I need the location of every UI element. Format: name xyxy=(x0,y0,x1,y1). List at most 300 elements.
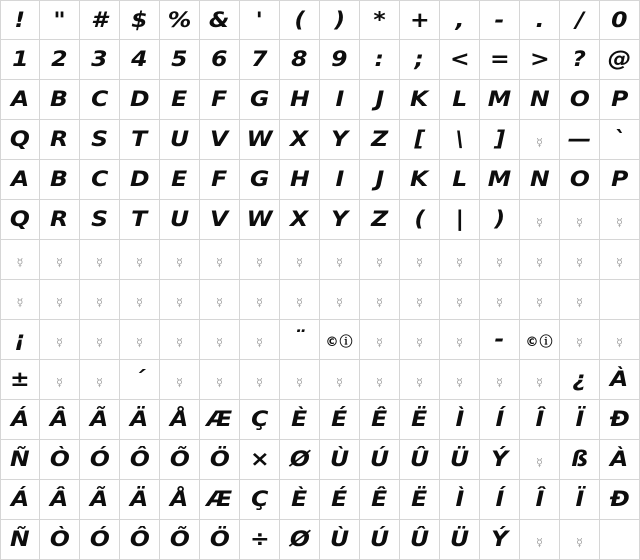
glyph-cell xyxy=(440,320,480,360)
glyph-cell xyxy=(400,240,440,280)
glyph-cell xyxy=(160,400,200,440)
glyph: Ó xyxy=(89,527,110,551)
glyph-cell xyxy=(0,480,40,520)
glyph: È xyxy=(291,487,308,511)
missing-glyph-icon: ☿ xyxy=(456,336,463,349)
missing-glyph-icon: ☿ xyxy=(456,376,463,389)
glyph-cell xyxy=(40,360,80,400)
glyph: Ë xyxy=(411,407,428,431)
glyph-cell xyxy=(0,360,40,400)
glyph: ß xyxy=(571,447,588,471)
glyph: # xyxy=(91,8,108,32)
missing-glyph-icon: ☿ xyxy=(296,376,303,389)
glyph-cell xyxy=(400,120,440,160)
glyph-cell xyxy=(200,80,240,120)
glyph-cell xyxy=(280,280,320,320)
glyph: Ý xyxy=(490,527,509,551)
glyph-cell xyxy=(0,80,40,120)
glyph-cell xyxy=(120,360,160,400)
glyph-cell xyxy=(240,200,280,240)
glyph-cell xyxy=(120,400,160,440)
glyph: R xyxy=(50,207,69,231)
missing-glyph-icon: ☿ xyxy=(536,456,543,469)
glyph-cell xyxy=(280,0,320,40)
glyph-cell xyxy=(440,360,480,400)
glyph: U xyxy=(169,127,190,151)
glyph: ` xyxy=(613,127,626,151)
glyph-cell xyxy=(240,480,280,520)
glyph: W xyxy=(246,127,273,151)
glyph: P xyxy=(610,167,629,191)
glyph-cell xyxy=(440,120,480,160)
glyph-cell xyxy=(80,480,120,520)
glyph: " xyxy=(53,8,66,32)
glyph-cell xyxy=(320,480,360,520)
glyph: ¡ xyxy=(14,327,26,351)
glyph-cell xyxy=(320,0,360,40)
glyph: $ xyxy=(131,8,148,32)
glyph-cell xyxy=(360,520,400,560)
missing-glyph-icon: ☿ xyxy=(296,256,303,269)
glyph-cell xyxy=(40,440,80,480)
glyph-cell xyxy=(160,480,200,520)
glyph-cell xyxy=(80,40,120,80)
glyph-cell xyxy=(600,0,640,40)
glyph-cell xyxy=(520,240,560,280)
glyph: > xyxy=(529,47,550,71)
glyph-cell xyxy=(200,160,240,200)
glyph-cell xyxy=(560,360,600,400)
glyph-cell xyxy=(160,80,200,120)
glyph-cell xyxy=(80,280,120,320)
glyph-cell xyxy=(200,440,240,480)
glyph: S xyxy=(91,127,108,151)
glyph-cell xyxy=(320,360,360,400)
glyph-cell xyxy=(40,480,80,520)
glyph-cell xyxy=(120,0,160,40)
glyph: 4 xyxy=(131,47,148,71)
glyph: B xyxy=(50,87,69,111)
glyph: Ò xyxy=(49,447,70,471)
glyph: Ë xyxy=(411,487,428,511)
glyph-cell xyxy=(280,400,320,440)
glyph: ! xyxy=(14,8,26,32)
glyph-cell xyxy=(0,40,40,80)
glyph-cell xyxy=(240,240,280,280)
glyph-cell xyxy=(480,360,520,400)
glyph: U xyxy=(169,207,190,231)
glyph: G xyxy=(249,167,270,191)
glyph-cell xyxy=(280,200,320,240)
glyph: É xyxy=(331,487,348,511)
glyph-cell xyxy=(280,520,320,560)
glyph-cell xyxy=(400,0,440,40)
glyph-cell xyxy=(520,80,560,120)
glyph-cell xyxy=(200,280,240,320)
glyph-cell xyxy=(200,400,240,440)
glyph-cell xyxy=(400,200,440,240)
glyph-cell xyxy=(320,120,360,160)
glyph: Â xyxy=(50,407,69,431)
glyph: C xyxy=(90,87,109,111)
missing-glyph-icon: ☿ xyxy=(496,256,503,269)
glyph-cell xyxy=(0,320,40,360)
glyph-cell xyxy=(120,480,160,520)
glyph: \ xyxy=(455,127,464,151)
glyph: M xyxy=(487,167,512,191)
glyph: 3 xyxy=(91,47,108,71)
glyph: ¿ xyxy=(572,367,587,391)
glyph-cell xyxy=(200,0,240,40)
glyph: G xyxy=(249,87,270,111)
glyph-cell xyxy=(280,240,320,280)
glyph: Ù xyxy=(329,447,350,471)
missing-glyph-icon: ☿ xyxy=(96,336,103,349)
glyph-cell xyxy=(600,80,640,120)
glyph: Õ xyxy=(169,447,190,471)
glyph: Ò xyxy=(49,527,70,551)
glyph-cell xyxy=(0,280,40,320)
glyph: J xyxy=(375,87,384,111)
glyph-cell xyxy=(400,480,440,520)
glyph-cell xyxy=(280,120,320,160)
glyph-cell xyxy=(320,80,360,120)
glyph: O xyxy=(569,87,590,111)
glyph-cell xyxy=(600,360,640,400)
missing-glyph-icon: ☿ xyxy=(336,256,343,269)
missing-glyph-icon: ☿ xyxy=(376,376,383,389)
glyph-cell xyxy=(40,120,80,160)
missing-glyph-icon: ☿ xyxy=(96,296,103,309)
glyph: Ä xyxy=(130,407,149,431)
glyph: ©ⓘ xyxy=(325,335,354,350)
glyph-cell xyxy=(240,360,280,400)
glyph-cell xyxy=(560,440,600,480)
glyph-cell xyxy=(320,240,360,280)
glyph-cell xyxy=(40,400,80,440)
glyph-cell xyxy=(80,400,120,440)
glyph: I xyxy=(335,87,344,111)
missing-glyph-icon: ☿ xyxy=(136,296,143,309)
glyph: + xyxy=(409,8,430,32)
glyph-cell xyxy=(80,240,120,280)
glyph-cell xyxy=(0,240,40,280)
glyph-cell xyxy=(600,320,640,360)
glyph-cell xyxy=(480,80,520,120)
glyph-cell xyxy=(120,120,160,160)
missing-glyph-icon: ☿ xyxy=(616,256,623,269)
glyph: D xyxy=(129,167,150,191)
glyph: V xyxy=(210,207,229,231)
missing-glyph-icon: ☿ xyxy=(56,256,63,269)
glyph-cell xyxy=(600,400,640,440)
glyph-cell xyxy=(600,40,640,80)
glyph-cell xyxy=(0,440,40,480)
glyph-cell xyxy=(320,200,360,240)
glyph-cell xyxy=(280,160,320,200)
glyph-cell xyxy=(40,80,80,120)
glyph-cell xyxy=(600,240,640,280)
missing-glyph-icon: ☿ xyxy=(136,256,143,269)
glyph: ( xyxy=(414,207,425,231)
glyph: È xyxy=(291,407,308,431)
glyph: - xyxy=(494,8,505,32)
glyph-cell xyxy=(320,40,360,80)
glyph: X xyxy=(290,207,309,231)
glyph: | xyxy=(455,207,464,231)
glyph: Ð xyxy=(609,487,630,511)
glyph-cell xyxy=(0,120,40,160)
glyph-cell xyxy=(80,120,120,160)
glyph-cell xyxy=(240,320,280,360)
glyph-cell xyxy=(520,480,560,520)
glyph: Ô xyxy=(129,447,150,471)
glyph-cell xyxy=(0,520,40,560)
glyph-cell xyxy=(480,240,520,280)
glyph-cell xyxy=(480,200,520,240)
missing-glyph-icon: ☿ xyxy=(216,296,223,309)
glyph-cell xyxy=(520,320,560,360)
glyph-cell xyxy=(360,0,400,40)
glyph-cell xyxy=(160,0,200,40)
missing-glyph-icon: ☿ xyxy=(496,376,503,389)
glyph: 5 xyxy=(171,47,188,71)
glyph-cell xyxy=(440,80,480,120)
glyph: % xyxy=(167,8,192,32)
missing-glyph-icon: ☿ xyxy=(16,256,24,269)
glyph-cell xyxy=(280,40,320,80)
glyph-cell xyxy=(440,0,480,40)
glyph: Ã xyxy=(90,407,109,431)
glyph-cell xyxy=(440,160,480,200)
missing-glyph-icon: ☿ xyxy=(256,296,263,309)
missing-glyph-icon: ☿ xyxy=(616,336,623,349)
missing-glyph-icon: ☿ xyxy=(256,376,263,389)
glyph: × xyxy=(249,447,270,471)
glyph: Ï xyxy=(575,407,584,431)
glyph-cell xyxy=(240,280,280,320)
glyph: P xyxy=(610,87,629,111)
glyph: Á xyxy=(10,407,30,431)
glyph: A xyxy=(10,87,30,111)
glyph-cell xyxy=(480,320,520,360)
glyph: 2 xyxy=(51,47,68,71)
missing-glyph-icon: ☿ xyxy=(176,256,183,269)
glyph-cell xyxy=(120,320,160,360)
glyph-cell xyxy=(560,0,600,40)
glyph: 9 xyxy=(331,47,348,71)
glyph-cell xyxy=(560,80,600,120)
glyph: X xyxy=(290,127,309,151)
missing-glyph-icon: ☿ xyxy=(56,336,63,349)
glyph-cell xyxy=(40,280,80,320)
missing-glyph-icon: ☿ xyxy=(536,136,543,149)
glyph-cell xyxy=(360,40,400,80)
missing-glyph-icon: ☿ xyxy=(456,256,463,269)
glyph-cell xyxy=(400,280,440,320)
glyph-cell xyxy=(400,440,440,480)
glyph-cell xyxy=(320,400,360,440)
missing-glyph-icon: ☿ xyxy=(416,296,423,309)
glyph: Ñ xyxy=(10,527,30,551)
glyph: Z xyxy=(370,207,389,231)
missing-glyph-icon: ☿ xyxy=(536,296,543,309)
missing-glyph-icon: ☿ xyxy=(456,296,463,309)
glyph-cell xyxy=(400,400,440,440)
glyph-cell xyxy=(0,0,40,40)
glyph-cell xyxy=(360,240,400,280)
glyph: À xyxy=(610,447,629,471)
glyph-cell xyxy=(240,400,280,440)
glyph-cell xyxy=(120,200,160,240)
glyph-cell xyxy=(200,520,240,560)
glyph: O xyxy=(569,167,590,191)
glyph-cell xyxy=(360,200,400,240)
glyph-cell xyxy=(600,160,640,200)
glyph-cell xyxy=(160,200,200,240)
glyph-cell xyxy=(320,440,360,480)
glyph-cell xyxy=(160,160,200,200)
glyph: É xyxy=(331,407,348,431)
glyph-cell xyxy=(0,400,40,440)
glyph-cell xyxy=(480,480,520,520)
glyph: ´ xyxy=(133,367,146,391)
glyph-cell xyxy=(40,0,80,40)
glyph-cell xyxy=(360,80,400,120)
glyph-cell xyxy=(560,400,600,440)
glyph-cell xyxy=(520,120,560,160)
glyph-cell xyxy=(280,80,320,120)
glyph: ' xyxy=(255,8,264,32)
glyph-cell xyxy=(200,480,240,520)
missing-glyph-icon: ☿ xyxy=(296,296,303,309)
glyph: ) xyxy=(334,8,345,32)
glyph-cell xyxy=(600,200,640,240)
glyph: - xyxy=(494,327,505,351)
glyph-cell xyxy=(480,120,520,160)
glyph-cell xyxy=(80,440,120,480)
glyph: Í xyxy=(495,487,504,511)
glyph-cell xyxy=(320,280,360,320)
glyph-cell xyxy=(0,160,40,200)
glyph-cell xyxy=(560,40,600,80)
glyph: H xyxy=(289,167,310,191)
glyph: ; xyxy=(414,47,425,71)
glyph: Ì xyxy=(455,407,464,431)
glyph: ( xyxy=(294,8,305,32)
glyph: Ç xyxy=(250,407,269,431)
glyph: F xyxy=(211,87,228,111)
glyph-cell xyxy=(120,80,160,120)
glyph: Â xyxy=(50,487,69,511)
glyph: ©ⓘ xyxy=(525,335,554,350)
glyph: I xyxy=(335,167,344,191)
glyph: & xyxy=(209,8,230,32)
glyph-cell xyxy=(320,520,360,560)
glyph: W xyxy=(246,207,273,231)
glyph-cell xyxy=(440,480,480,520)
glyph: T xyxy=(131,127,148,151)
glyph-cell xyxy=(440,280,480,320)
glyph: Ð xyxy=(609,407,630,431)
glyph: 8 xyxy=(291,47,308,71)
glyph-cell xyxy=(160,120,200,160)
glyph: Y xyxy=(330,207,349,231)
glyph-cell xyxy=(240,40,280,80)
glyph: Æ xyxy=(206,407,233,431)
glyph-cell xyxy=(360,280,400,320)
glyph: L xyxy=(451,87,467,111)
glyph-cell xyxy=(520,200,560,240)
glyph-cell xyxy=(280,480,320,520)
glyph: Æ xyxy=(206,487,233,511)
glyph: Û xyxy=(409,527,430,551)
glyph-cell xyxy=(440,520,480,560)
glyph: F xyxy=(211,167,228,191)
glyph-cell xyxy=(160,360,200,400)
glyph: Y xyxy=(330,127,349,151)
missing-glyph-icon: ☿ xyxy=(176,376,183,389)
glyph: K xyxy=(410,87,429,111)
missing-glyph-icon: ☿ xyxy=(56,296,63,309)
glyph-cell xyxy=(520,440,560,480)
glyph-cell xyxy=(360,480,400,520)
glyph-cell xyxy=(360,400,400,440)
glyph-cell xyxy=(160,240,200,280)
glyph: J xyxy=(375,167,384,191)
missing-glyph-icon: ☿ xyxy=(496,296,503,309)
glyph-cell xyxy=(160,520,200,560)
glyph-cell xyxy=(600,440,640,480)
glyph: T xyxy=(131,207,148,231)
glyph-cell xyxy=(120,40,160,80)
glyph-cell xyxy=(80,160,120,200)
glyph-cell xyxy=(320,320,360,360)
glyph-cell xyxy=(440,40,480,80)
glyph: Ø xyxy=(289,447,310,471)
glyph: ? xyxy=(572,47,587,71)
glyph-cell xyxy=(240,440,280,480)
glyph-cell xyxy=(560,280,600,320)
missing-glyph-icon: ☿ xyxy=(576,536,583,549)
glyph-cell xyxy=(200,120,240,160)
glyph: Ê xyxy=(371,407,388,431)
glyph-cell xyxy=(240,120,280,160)
glyph-cell xyxy=(480,400,520,440)
glyph: Ü xyxy=(449,527,470,551)
glyph-cell xyxy=(480,0,520,40)
glyph: K xyxy=(410,167,429,191)
glyph-cell xyxy=(200,240,240,280)
glyph: Z xyxy=(370,127,389,151)
glyph-cell xyxy=(560,120,600,160)
glyph-cell xyxy=(440,440,480,480)
glyph: Ô xyxy=(129,527,150,551)
glyph-cell xyxy=(280,440,320,480)
glyph-cell xyxy=(600,520,640,560)
glyph-cell xyxy=(80,360,120,400)
missing-glyph-icon: ☿ xyxy=(576,216,583,229)
glyph-cell xyxy=(40,240,80,280)
glyph-cell xyxy=(480,40,520,80)
missing-glyph-icon: ☿ xyxy=(536,256,543,269)
missing-glyph-icon: ☿ xyxy=(256,336,263,349)
glyph-cell xyxy=(280,320,320,360)
missing-glyph-icon: ☿ xyxy=(136,336,143,349)
glyph-cell xyxy=(560,200,600,240)
missing-glyph-icon: ☿ xyxy=(376,296,383,309)
glyph: 6 xyxy=(211,47,228,71)
